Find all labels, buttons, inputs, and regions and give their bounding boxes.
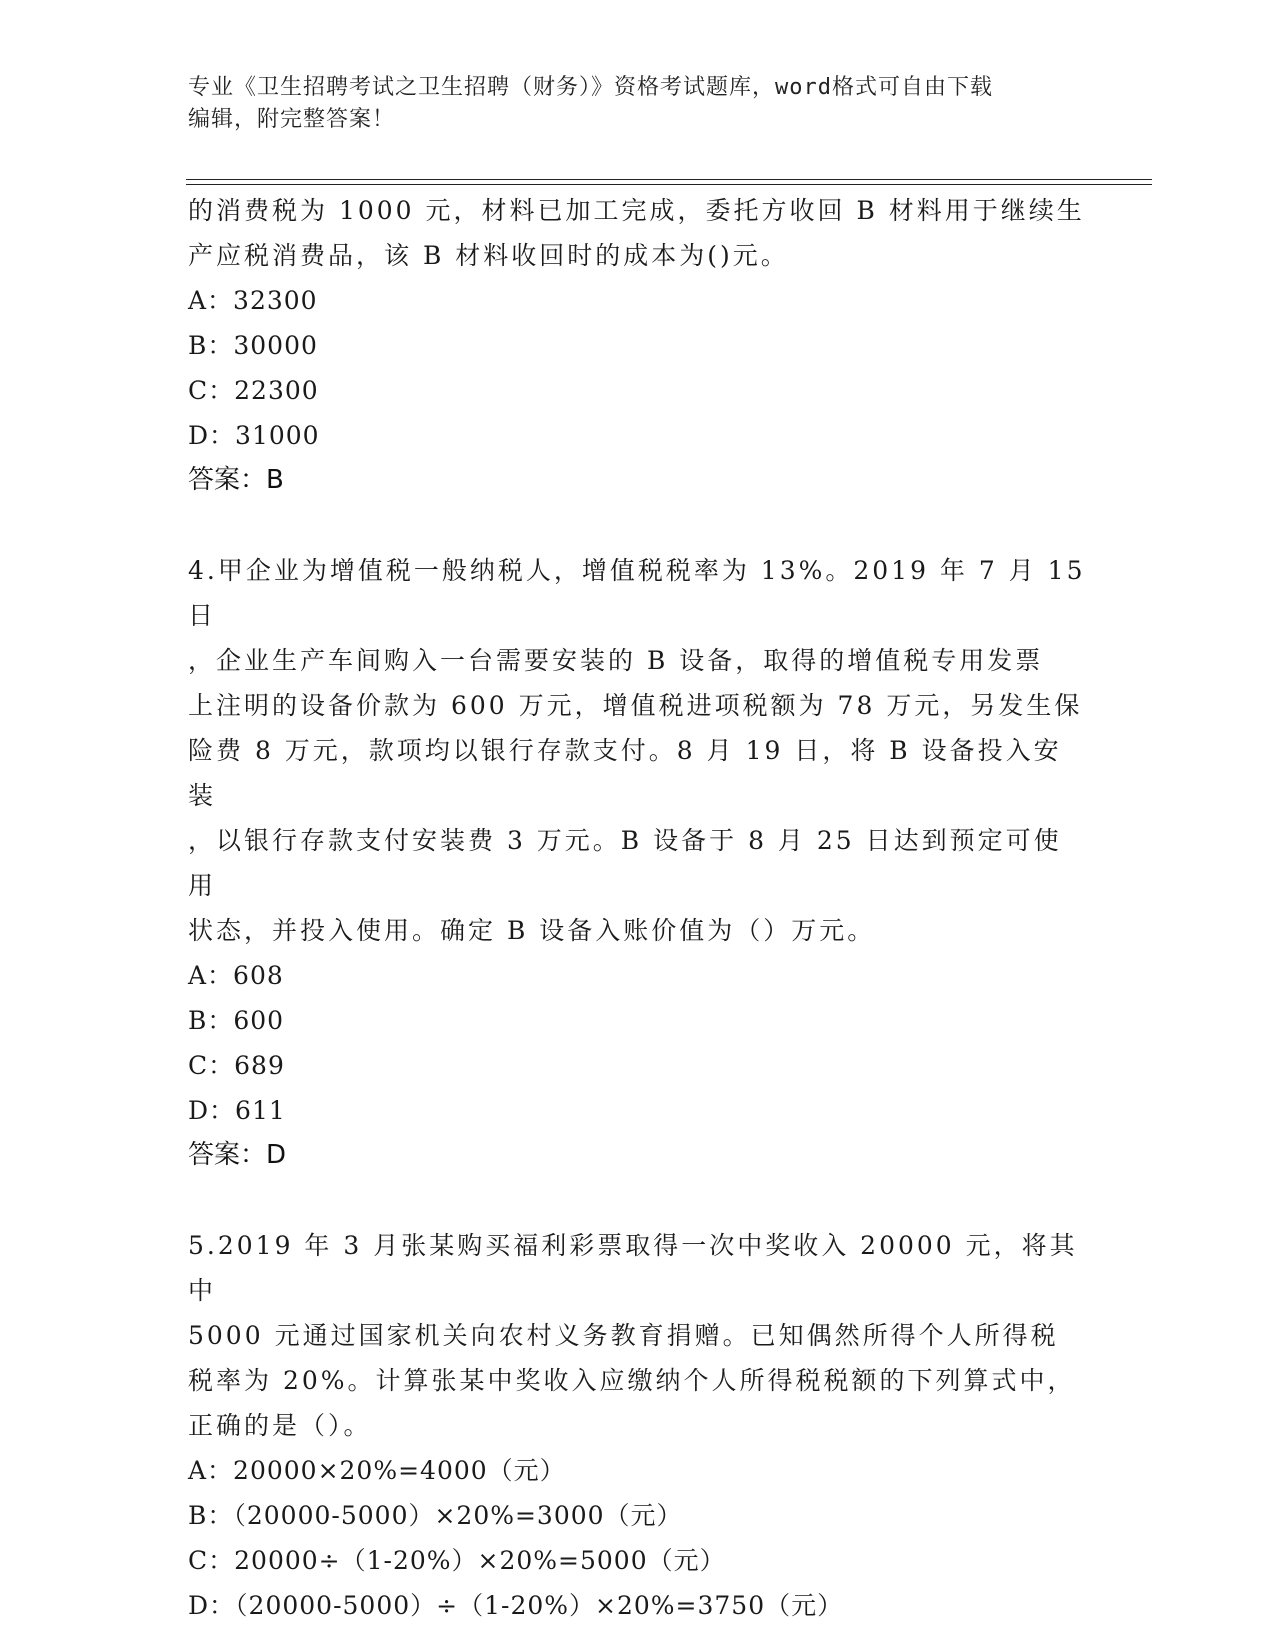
- spacer: [188, 1178, 1088, 1223]
- question-5-option-c: C：20000÷（1-20%）×20%=5000（元）: [188, 1546, 726, 1575]
- header-divider-top: [186, 179, 1152, 180]
- question-3-option-d: D：31000: [188, 421, 320, 450]
- question-5-text-line: 5000 元通过国家机关向农村义务教育捐赠。已知偶然所得个人所得税: [188, 1321, 1059, 1350]
- question-3-answer: 答案：B: [188, 465, 284, 495]
- question-4-text-line: 4.甲企业为增值税一般纳税人，增值税税率为 13%。2019 年 7 月 15 日: [188, 556, 1086, 630]
- question-5: [188, 1223, 1088, 1628]
- question-3-text-line: 的消费税为 1000 元，材料已加工完成，委托方收回 B 材料用于继续生: [188, 196, 1085, 225]
- question-5-option-a: A：20000×20%=4000（元）: [188, 1456, 566, 1485]
- question-5-text-line: 正确的是（）。: [188, 1411, 372, 1440]
- question-4: [188, 548, 1088, 1178]
- question-4-text-line: 上注明的设备价款为 600 万元，增值税进项税额为 78 万元，另发生保: [188, 691, 1083, 720]
- question-3: [188, 188, 1088, 503]
- page-header: [188, 72, 1068, 136]
- question-4-answer: 答案：D: [188, 1140, 287, 1170]
- question-4-option-a: A：608: [188, 961, 284, 990]
- document-body: [188, 188, 1088, 1628]
- question-4-text-line: 险费 8 万元，款项均以银行存款支付。8 月 19 日，将 B 设备投入安装: [188, 736, 1062, 810]
- question-4-text-line: ，以银行存款支付安装费 3 万元。B 设备于 8 月 25 日达到预定可使用: [188, 826, 1062, 900]
- question-5-option-d: D：（20000-5000）÷（1-20%）×20%=3750（元）: [188, 1591, 844, 1620]
- question-4-text-line: 状态，并投入使用。确定 B 设备入账价值为（）万元。: [188, 916, 876, 945]
- question-4-option-b: B：600: [188, 1006, 285, 1035]
- header-divider-bottom: [186, 184, 1152, 185]
- question-4-text-line: ，企业生产车间购入一台需要安装的 B 设备，取得的增值税专用发票: [188, 646, 1044, 675]
- question-4-option-c: C：689: [188, 1051, 285, 1080]
- spacer: [188, 503, 1088, 548]
- question-3-option-a: A：32300: [188, 286, 318, 315]
- question-5-option-b: B：（20000-5000）×20%=3000（元）: [188, 1501, 683, 1530]
- question-5-text-line: 5.2019 年 3 月张某购买福利彩票取得一次中奖收入 20000 元，将其中: [188, 1231, 1078, 1305]
- question-4-option-d: D：611: [188, 1096, 286, 1125]
- question-3-text-line: 产应税消费品，该 B 材料收回时的成本为()元。: [188, 241, 789, 270]
- header-line-2: 编辑，附完整答案！: [188, 107, 396, 132]
- header-line-1: 专业《卫生招聘考试之卫生招聘（财务）》资格考试题库，word格式可自由下载: [188, 75, 993, 100]
- question-5-text-line: 税率为 20%。计算张某中奖收入应缴纳个人所得税税额的下列算式中，: [188, 1366, 1076, 1395]
- question-3-option-c: C：22300: [188, 376, 319, 405]
- question-3-option-b: B：30000: [188, 331, 318, 360]
